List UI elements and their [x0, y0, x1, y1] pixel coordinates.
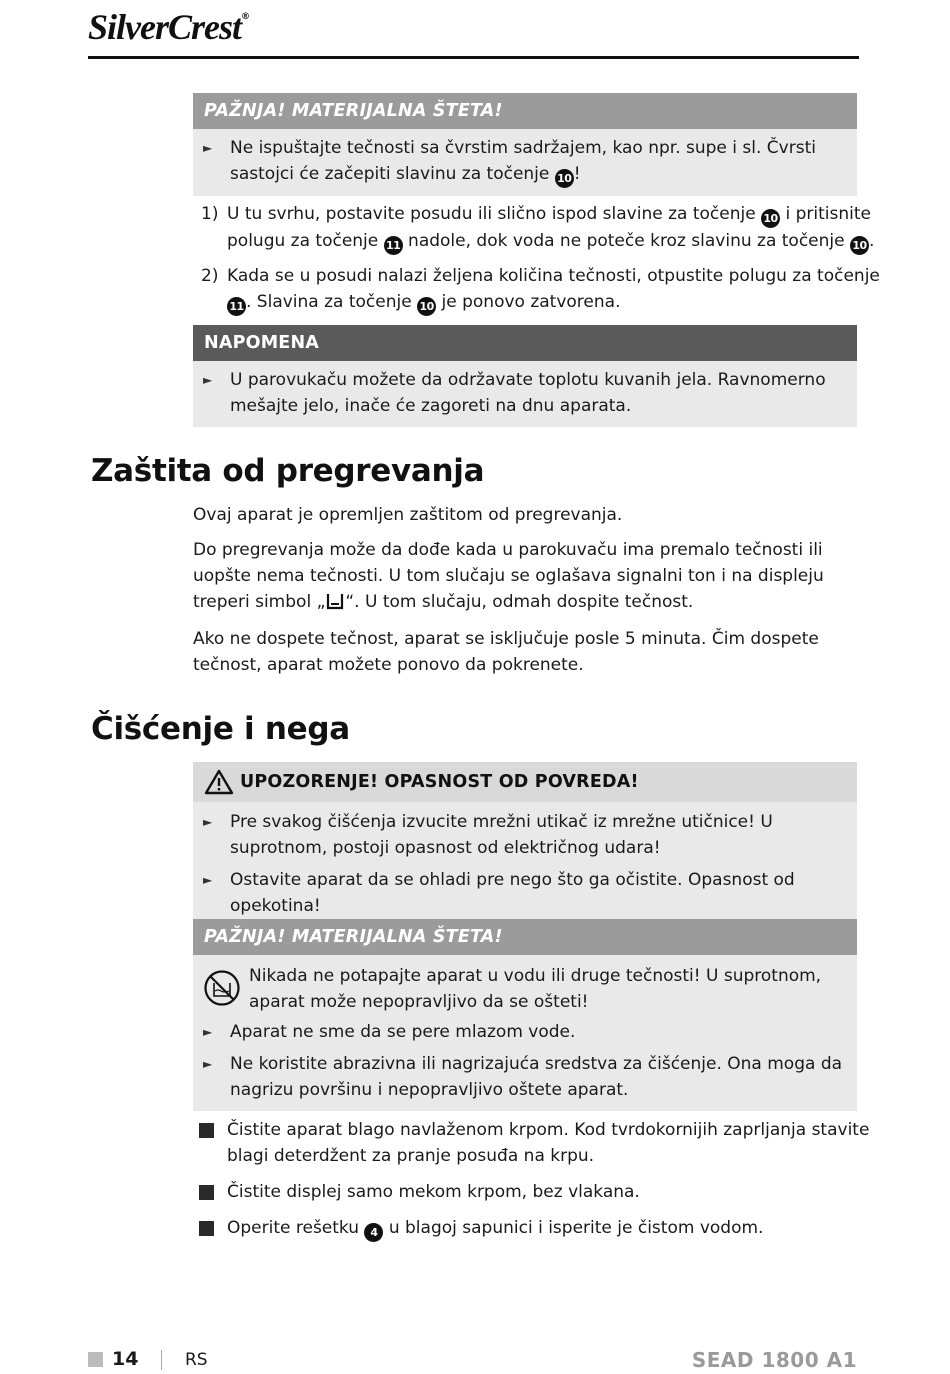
- model-number: SEAD 1800 A1: [691, 1348, 857, 1372]
- part-ref-badge: 10: [761, 209, 780, 228]
- arrow-bullet-icon: ►: [203, 141, 213, 155]
- note-item: ► U parovukaču možete da održavate toplotu kuvanih jela. Ravnomerno mešajte jelo, inače će zagoreti na dnu aparata.: [203, 367, 847, 419]
- brand-logo: [88, 6, 249, 48]
- footer-square-icon: [88, 1352, 103, 1367]
- caution-item: ► Aparat ne sme da se pere mlazom vode.: [203, 1019, 847, 1045]
- header-rule: [88, 56, 859, 59]
- part-ref-badge: 10: [417, 297, 436, 316]
- paragraph: Ovaj aparat je opremljen zaštitom od pregrevanja.: [193, 505, 623, 525]
- caution-title: PAŽNJA! MATERIJALNA ŠTETA!: [193, 93, 857, 129]
- arrow-bullet-icon: ►: [203, 1025, 213, 1039]
- warning-box: [193, 762, 857, 926]
- note-title: NAPOMENA: [193, 325, 857, 361]
- square-bullet-icon: [199, 1185, 214, 1200]
- brand-name: SilverCrest: [88, 7, 242, 47]
- warning-title: UPOZORENJE! OPASNOST OD POVREDA!: [240, 772, 639, 792]
- language-code: RS: [185, 1350, 208, 1370]
- page-number: 14: [112, 1348, 139, 1370]
- caution-box-material-2: [193, 919, 857, 1111]
- caution-item: ► Ne ispuštajte tečnosti sa čvrstim sadržajem, kao npr. supe i sl. Čvrsti sastojci će začepiti slavinu za točenje 10 !: [203, 135, 847, 188]
- caution-title: PAŽNJA! MATERIJALNA ŠTETA!: [193, 919, 857, 955]
- no-immersion-icon: [203, 969, 241, 1007]
- paragraph: Do pregrevanja može da dođe kada u parokuvaču ima premalo tečnosti ili uopšte nema tečnosti. U tom slučaju se oglašava signalni ton i na displeju treperi simbol „ “. U tom slučaju, odmah dospite tečnost.: [193, 540, 824, 612]
- arrow-bullet-icon: ►: [203, 873, 213, 887]
- warning-header: [193, 762, 857, 802]
- arrow-bullet-icon: ►: [203, 1057, 213, 1071]
- part-ref-badge: 10: [850, 236, 869, 255]
- step-item: 2) Kada se u posudi nalazi željena količina tečnosti, otpustite polugu za točenje 11 . Slavina za točenje 10 je ponovo zatvorena.: [201, 263, 887, 316]
- note-box: [193, 325, 857, 427]
- arrow-bullet-icon: ►: [203, 815, 213, 829]
- arrow-bullet-icon: ►: [203, 373, 213, 387]
- warning-item: ► Ostavite aparat da se ohladi pre nego što ga očistite. Opasnost od opekotina!: [203, 867, 847, 919]
- step-number: 1): [201, 204, 219, 224]
- list-item: Operite rešetku 4 u blagoj sapunici i isperite je čistom vodom.: [199, 1215, 887, 1242]
- warning-triangle-icon: [204, 769, 234, 795]
- part-ref-badge: 10: [555, 169, 574, 188]
- part-ref-badge: 4: [364, 1223, 383, 1242]
- square-bullet-icon: [199, 1123, 214, 1138]
- part-ref-badge: 11: [227, 297, 246, 316]
- step-item: 1) U tu svrhu, postavite posudu ili slično ispod slavine za točenje 10 i pritisnite polugu za točenje 11 nadole, dok voda ne poteče kroz slavinu za točenje 10 .: [201, 201, 887, 255]
- list-item: Čistite aparat blago navlaženom krpom. Kod tvrdokornijih zaprljanja stavite blagi deterdžent za pranje posuđa na krpu.: [199, 1117, 887, 1169]
- caution-item: ► Ne koristite abrazivna ili nagrizajuća sredstva za čišćenje. Ona moga da nagrizu površinu i nepopravljivo oštete aparat.: [203, 1051, 847, 1103]
- caution-icon-item: Nikada ne potapajte aparat u vodu ili druge tečnosti! U suprotnom, aparat može nepopravljivo da se ošteti!: [203, 963, 847, 1015]
- registered-mark: ®: [241, 12, 250, 22]
- footer-divider: [161, 1350, 162, 1370]
- list-item: Čistite displej samo mekom krpom, bez vlakana.: [199, 1179, 887, 1205]
- part-ref-badge: 11: [384, 236, 403, 255]
- section-heading-overheat: Zaštita od pregrevanja: [91, 453, 485, 489]
- step-number: 2): [201, 266, 219, 286]
- square-bullet-icon: [199, 1221, 214, 1236]
- empty-tank-symbol-icon: [325, 591, 345, 611]
- paragraph: Ako ne dospete tečnost, aparat se isključuje posle 5 minuta. Čim dospete tečnost, aparat možete ponovo da pokrenete.: [193, 629, 819, 675]
- section-heading-cleaning: Čišćenje i nega: [91, 711, 350, 747]
- caution-box-material-1: [193, 93, 857, 196]
- warning-item: ► Pre svakog čišćenja izvucite mrežni utikač iz mrežne utičnice! U suprotnom, postoji opasnost od električnog udara!: [203, 809, 847, 861]
